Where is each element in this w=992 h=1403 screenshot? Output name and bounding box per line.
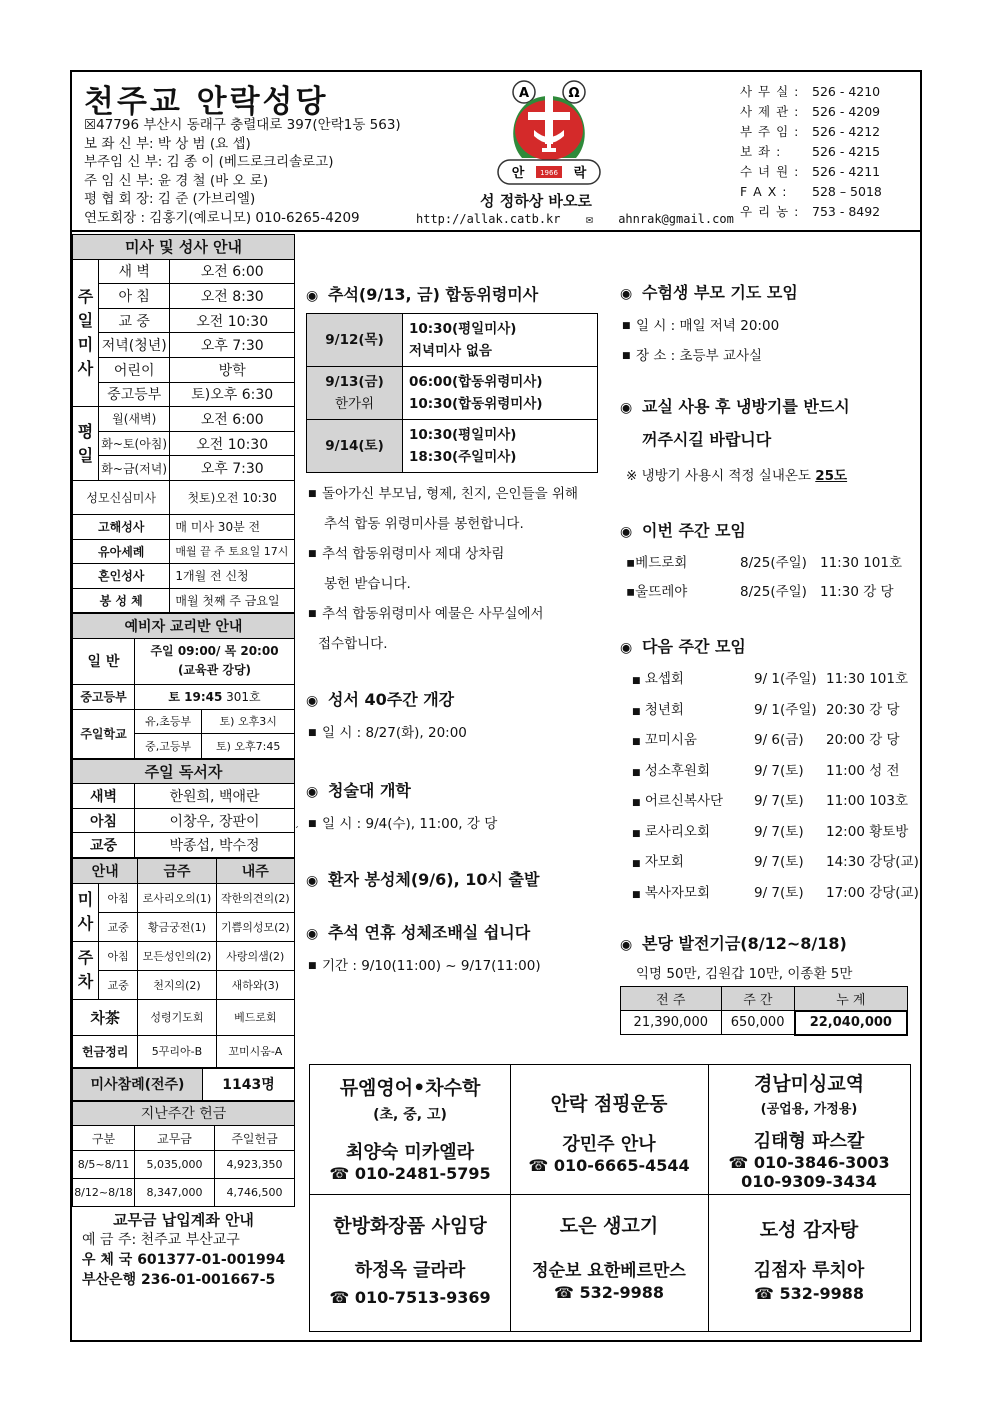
guide-parking-label: 주 차 [73, 941, 99, 999]
mass-name: 화~토(아침) [99, 431, 170, 456]
this-week-title: ◉ 이번 주간 모임 [620, 521, 746, 540]
ad-card: 도성 감자탕 김점자 루치아 ☎ 532-9988 [708, 1215, 910, 1303]
school-group: 중,고등부 [135, 734, 202, 759]
exam-prayer-title: ◉ 수험생 부모 기도 모임 [620, 283, 798, 302]
mass-time: 오후 7:30 [170, 456, 295, 481]
info-line: 평 협 회 장: 김 준 (가브리엘) [84, 191, 256, 207]
mass-table [72, 234, 295, 613]
collection-sunday: 4,923,350 [215, 1150, 295, 1178]
memorial-times: 06:00(합동위령미사) 10:30(합동위령미사) [403, 367, 598, 420]
sacrament-detail: 1개월 전 신청 [170, 564, 295, 589]
guide-next-week: 기쁨의성모(2) [216, 912, 294, 941]
exam-prayer-detail: ■ 일 시 : 매일 저녁 20:00 ■ 장 소 : 초등부 교사실 [622, 318, 780, 364]
svg-text:1966: 1966 [540, 169, 558, 177]
left-column [72, 234, 297, 1290]
account-line: 예 금 주: 천주교 부산교구 [82, 1231, 240, 1248]
sacrament-name: 유아세례 [73, 539, 170, 564]
svg-text:Ω: Ω [568, 86, 580, 101]
parish-info [84, 116, 401, 227]
catechumen-title: 예비자 교리반 안내 [73, 614, 295, 639]
phone-number: ☎ 010-3846-3003 [728, 1153, 890, 1172]
header [72, 72, 920, 232]
svg-text:A: A [518, 86, 530, 101]
bible-title: ◉ 성서 40주간 개강 [306, 690, 455, 709]
bullet-icon: ◉ [620, 524, 633, 540]
list-item: ■ 자모회 9/ 7(토) 14:30 강당(교) [632, 854, 919, 870]
guide-mass-label: 미 사 [73, 883, 99, 941]
choir-title: ◉ 청술대 개학 [306, 781, 411, 800]
collection-period: 8/12~8/18 [73, 1178, 135, 1206]
corner-mark: ˊ [294, 826, 299, 837]
collection-header: 구분 [73, 1126, 135, 1151]
patron-saint: 성 정하상 바오로 [480, 192, 592, 210]
sacrament-name: 봉 성 체 [73, 588, 170, 613]
phone-number: ☎ 532-9988 [553, 1283, 665, 1302]
mass-name: 새 벽 [99, 259, 170, 284]
ad-card: 한방화장품 사임당 하정옥 글라라 ☎ 010-7513-9369 [310, 1211, 510, 1307]
guide-this-week: 모든성인의(2) [138, 941, 216, 970]
attendance-table [72, 1068, 295, 1101]
guide-header: 내주 [216, 859, 294, 884]
phone-row: 보 좌 : 526 - 4215 [740, 144, 881, 159]
mass-time: 토)오후 6:30 [170, 382, 295, 407]
collection-title: 지난주간 헌금 [73, 1101, 295, 1126]
mass-name: 어린이 [99, 357, 170, 382]
phone-row: 우 리 농 : 753 - 8492 [740, 204, 881, 219]
bullet-icon: ◉ [306, 926, 319, 942]
memorial-date: 9/13(금) 한가위 [307, 367, 403, 420]
aircon-note: ※ 냉방기 사용시 적정 실내온도 25도 [626, 468, 848, 484]
list-item: ▪베드로회 8/25(주일) 11:30 101호 [626, 555, 903, 571]
guide-offering-label: 헌금정리 [73, 1035, 138, 1067]
mass-name: 교 중 [99, 308, 170, 333]
general-label: 일 반 [73, 638, 135, 684]
bulletin-frame [70, 70, 922, 1342]
guide-slot: 교중 [99, 970, 138, 999]
info-line: 보 좌 신 부: 박 상 범 (요 셉) [84, 135, 251, 152]
collection-header: 교무금 [135, 1126, 215, 1151]
info-line: 주 임 신 부: 윤 경 철 (바 오 로) [84, 172, 269, 189]
school-group: 유,초등부 [135, 709, 202, 734]
mass-time: 오전 8:30 [170, 284, 295, 309]
email-icon: ✉ [585, 212, 593, 226]
sick-title: ◉ 환자 봉성체(9/6), 10시 출발 [306, 870, 540, 889]
memorial-date: 9/12(목) [307, 314, 403, 367]
reader-names: 이창우, 장판이 [135, 808, 295, 833]
info-line: 연도회장 : 김홍기(예로니모) 010-6265-4209 [84, 209, 360, 226]
guide-slot: 아침 [99, 883, 138, 912]
bullet-icon: ◉ [306, 693, 319, 709]
bullet-icon: ◉ [620, 937, 633, 953]
aircon-title: ◉ 교실 사용 후 냉방기를 반드시 꺼주시길 바랍니다 [620, 391, 920, 456]
fund-title: ◉ 본당 발전기금(8/12~8/18) [620, 934, 847, 953]
bullet-icon: ◉ [620, 640, 633, 656]
guide-slot: 아침 [99, 941, 138, 970]
list-item: ■ 청년회 9/ 1(주일) 20:30 강 당 [632, 701, 900, 718]
info-line: 부주임 신 부: 김 종 이 (베드로크리솔로고) [84, 154, 334, 170]
guide-next-week: 베드로회 [216, 999, 294, 1035]
account-line: 우 체 국 601377-01-001994 [82, 1251, 286, 1268]
address: ☒47796 부산시 동래구 충렬대로 397(안락1동 563) [84, 117, 401, 133]
fund-header: 전 주 [621, 987, 722, 1011]
bullet-icon: ◉ [306, 873, 319, 889]
page-title: 천주교 안락성당 [84, 84, 329, 120]
sacrament-name: 고해성사 [73, 514, 170, 539]
bullet-icon: ◉ [306, 784, 319, 800]
memorial-times: 10:30(평일미사) 저녁미사 없음 [403, 314, 598, 367]
list-item: ■ 로사리오회 9/ 7(토) 12:00 황토방 [632, 823, 909, 840]
mass-name: 아 침 [99, 284, 170, 309]
collection-sunday: 4,746,500 [215, 1178, 295, 1206]
fund-table [620, 986, 908, 1036]
phone-row: 사 제 관 : 526 - 4209 [740, 104, 881, 119]
mass-time: 오전 6:00 [170, 259, 295, 284]
note-line: ■ 돌아가신 부모님, 형제, 친지, 은인들을 위해 [308, 486, 579, 502]
guide-next-week: 작한의견의(2) [216, 883, 294, 912]
phone-number: ☎ 010-7513-9369 [329, 1288, 491, 1307]
guide-next-week: 새하와(3) [216, 970, 294, 999]
mass-time: 방학 [170, 357, 295, 382]
note-line: 봉헌 받습니다. [324, 576, 411, 592]
next-week-list [620, 665, 920, 909]
right-column [620, 260, 920, 1036]
fund-header: 주 간 [721, 987, 795, 1011]
bullet-icon: ◉ [620, 286, 633, 302]
youth-schedule: 토 19:45 301호 [135, 684, 295, 709]
collection-dues: 5,035,000 [135, 1150, 215, 1178]
phone-row: F A X : 528 – 5018 [740, 184, 882, 199]
middle-column [306, 260, 606, 981]
account-line: 부산은행 236-01-001667-5 [82, 1271, 276, 1288]
memorial-title: ◉ 추석(9/13, 금) 합동위령미사 [306, 285, 539, 304]
phone-row: 수 녀 원 : 526 - 4211 [740, 164, 881, 179]
sacrament-detail: 매월 첫째 주 금요일 [170, 588, 295, 613]
fund-value: 650,000 [721, 1011, 795, 1035]
collection-table [72, 1101, 295, 1207]
bullet-icon: ◉ [620, 400, 633, 416]
mass-time: 오전 10:30 [170, 431, 295, 456]
guide-this-week: 5꾸리아-B [138, 1035, 216, 1067]
reader-slot: 아침 [73, 808, 135, 833]
guide-this-week: 로사리오의(1) [138, 883, 216, 912]
guide-slot: 교중 [99, 912, 138, 941]
guide-header: 금주 [138, 859, 216, 884]
account-info [72, 1230, 295, 1290]
note-line: 접수합니다. [318, 636, 388, 652]
school-time: 토) 오후7:45 [202, 734, 295, 759]
guide-next-week: 사랑의샘(2) [216, 941, 294, 970]
website-link[interactable]: http://allak.catb.kr [416, 212, 561, 226]
ad-card: 안락 점핑운동 강민주 안나 ☎ 010-6665-4544 [510, 1089, 708, 1175]
web-contact [416, 212, 752, 226]
ad-card: 경남미싱교역 (공업용, 가정용) 김태형 파스칼 ☎ 010-3846-3003 010-9309-3434 [708, 1069, 910, 1191]
list-item: ■ 꼬미시움 9/ 6(금) 20:00 강 당 [632, 732, 900, 748]
memorial-date: 9/14(토) [307, 420, 403, 473]
phone-row: 부 주 임 : 526 - 4212 [740, 124, 881, 139]
guide-this-week: 천지의(2) [138, 970, 216, 999]
parish-logo-icon [494, 78, 604, 190]
list-item: ■ 어르신복사단 9/ 7(토) 11:00 103호 [632, 793, 909, 809]
guide-this-week: 황금궁전(1) [138, 912, 216, 941]
closed-detail: ■ 기간 : 9/10(11:00) ~ 9/17(11:00) [308, 958, 541, 974]
note-line: ■ 추석 합동위령미사 제대 상차림 [308, 546, 505, 562]
collection-dues: 8,347,000 [135, 1178, 215, 1206]
list-item: ■ 성소후원회 9/ 7(토) 11:00 성 전 [632, 762, 900, 779]
guide-header: 안내 [73, 859, 138, 884]
this-week-list [620, 549, 920, 606]
phone-number: ☎ 010-2481-5795 [329, 1164, 491, 1183]
reader-slot: 교중 [73, 833, 135, 858]
collection-period: 8/5~8/11 [73, 1150, 135, 1178]
guide-tea-label: 차茶 [73, 999, 138, 1035]
phone-list [740, 82, 882, 222]
sacrament-name: 혼인성사 [73, 564, 170, 589]
memorial-times: 10:30(평일미사) 18:30(주일미사) [403, 420, 598, 473]
phone-number: ☎ 010-6665-4544 [528, 1156, 690, 1175]
guide-next-week: 꼬미시움-A [216, 1035, 294, 1067]
ad-card: 뮤엠영어•차수학 (초, 중, 고) 최양숙 미카엘라 ☎ 010-2481-5795 [310, 1073, 510, 1183]
heart-mass-time: 첫토)오전 10:30 [170, 480, 295, 514]
attendance-value: 1143명 [203, 1068, 295, 1100]
list-item: ■ 요셉회 9/ 1(주일) 11:30 101호 [632, 671, 909, 687]
choir-detail: ■ 일 시 : 9/4(수), 11:00, 강 당 [308, 816, 498, 832]
reader-names: 한원희, 백애란 [135, 784, 295, 809]
collection-header: 주일헌금 [215, 1126, 295, 1151]
attendance-label: 미사참례(전주) [73, 1068, 203, 1100]
fund-donors: 익명 50만, 김원갑 10만, 이종환 5만 [636, 966, 853, 982]
phone-number: 010-9309-3434 [741, 1172, 877, 1191]
general-schedule: 주일 09:00/ 목 20:00 (교육관 강당) [135, 638, 295, 684]
closed-title: ◉ 추석 연휴 성체조배실 쉽니다 [306, 923, 531, 942]
list-item: ▪울뜨레야 8/25(주일) 11:30 강 당 [626, 583, 894, 600]
memorial-table [306, 313, 598, 473]
mass-name: 월(새벽) [99, 407, 170, 432]
reader-names: 박종섭, 박수정 [135, 833, 295, 858]
svg-text:안: 안 [511, 166, 525, 181]
mass-time: 오전 6:00 [170, 407, 295, 432]
sacrament-detail: 매월 끝 주 토요일 17시 [170, 539, 295, 564]
note-line: ■ 추석 합동위령미사 예물은 사무실에서 [308, 606, 544, 622]
account-title: 교무금 납입계좌 안내 [113, 1210, 254, 1229]
mass-time: 오전 10:30 [170, 308, 295, 333]
reader-slot: 새벽 [73, 784, 135, 809]
fund-header: 누 계 [795, 987, 907, 1011]
list-item: ■ 복사자모회 9/ 7(토) 17:00 강당(교) [632, 884, 919, 901]
weekday-label: 평 일 [73, 407, 99, 481]
mass-name: 화~금(저녁) [99, 456, 170, 481]
sunday-label: 주 일 미 사 [73, 259, 99, 407]
svg-text:락: 락 [573, 166, 587, 181]
ads-grid [309, 1064, 911, 1332]
guide-this-week: 성령기도회 [138, 999, 216, 1035]
bullet-icon: ◉ [306, 288, 319, 304]
readers-title: 주일 독서자 [73, 759, 295, 784]
mass-title: 미사 및 성사 안내 [73, 235, 295, 260]
mass-name: 저녁(청년) [99, 333, 170, 358]
heart-mass-label: 성모신심미사 [73, 480, 170, 514]
school-label: 주일학교 [73, 709, 135, 758]
fund-total: 22,040,000 [795, 1011, 907, 1035]
catechumen-table [72, 613, 295, 758]
guide-table [72, 858, 295, 1068]
mass-time: 오후 7:30 [170, 333, 295, 358]
readers-table [72, 759, 295, 858]
bible-detail: ■ 일 시 : 8/27(화), 20:00 [308, 725, 467, 741]
memorial-notes [306, 479, 606, 659]
email-link[interactable]: ahnrak@gmail.com [618, 212, 734, 226]
ad-card: 도은 생고기 정순보 요한베르만스 ☎ 532-9988 [510, 1211, 708, 1302]
phone-number: ☎ 532-9988 [753, 1284, 865, 1303]
sacrament-detail: 매 미사 30분 전 [170, 514, 295, 539]
next-week-title: ◉ 다음 주간 모임 [620, 637, 746, 656]
note-line: 추석 합동 위령미사를 봉헌합니다. [324, 516, 524, 532]
phone-row: 사 무 실 : 526 - 4210 [740, 84, 881, 99]
school-time: 토) 오후3시 [202, 709, 295, 734]
mass-name: 중고등부 [99, 382, 170, 407]
youth-label: 중고등부 [73, 684, 135, 709]
fund-value: 21,390,000 [621, 1011, 722, 1035]
